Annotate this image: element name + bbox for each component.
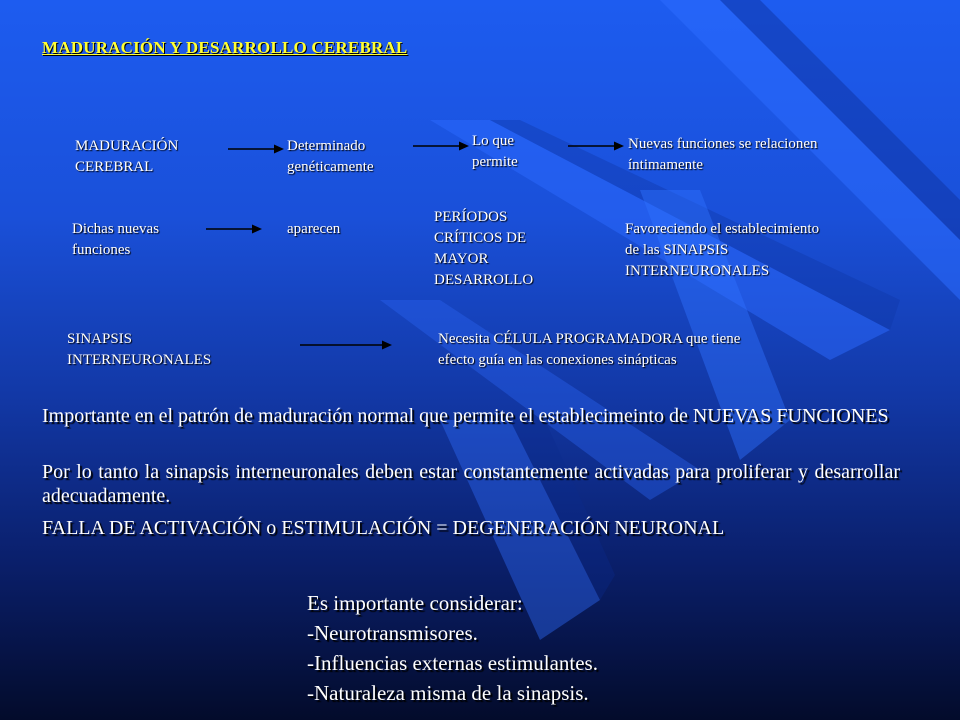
arrow-right-icon: [206, 223, 262, 235]
node-determinado-geneticamente: Determinado genéticamente: [287, 138, 374, 175]
paragraph-por-lo-tanto: Por lo tanto la sinapsis interneuronales deben estar constantemente activadas para proliferar y desarrollar adecuadamente.: [42, 461, 900, 507]
node-periodos-criticos: PERÍODOS CRÍTICOS DE MAYOR DESARROLLO: [434, 209, 534, 288]
arrow-right-icon: [568, 140, 624, 152]
node-maduracion-cerebral: MADURACIÓN CEREBRAL: [75, 138, 179, 175]
node-aparecen: aparecen: [287, 221, 341, 237]
paragraph-importante: Importante en el patrón de maduración normal que permite el establecimeinto de NUEVAS FUNCIONES: [42, 405, 889, 427]
slide-title: MADURACIÓN Y DESARROLLO CEREBRAL: [42, 38, 408, 57]
node-dichas-nuevas-funciones: Dichas nuevas funciones: [72, 221, 160, 258]
arrow-right-icon: [413, 140, 469, 152]
arrow-right-icon: [300, 339, 392, 351]
node-lo-que-permite: Lo que permite: [472, 133, 518, 170]
node-sinapsis-interneuronales: SINAPSIS INTERNEURONALES: [67, 331, 212, 368]
arrow-right-icon: [228, 143, 284, 155]
consider-item: -Neurotransmisores.: [307, 621, 478, 645]
consider-list: [307, 588, 598, 708]
node-celula-programadora: Necesita CÉLULA PROGRAMADORA que tiene efecto guía en las conexiones sinápticas: [438, 331, 741, 368]
consider-heading: Es importante considerar:: [307, 591, 523, 615]
paragraph-falla-activacion: FALLA DE ACTIVACIÓN o ESTIMULACIÓN = DEGENERACIÓN NEURONAL: [42, 517, 725, 539]
node-favoreciendo-sinapsis: Favoreciendo el establecimiento de las SINAPSIS INTERNEURONALES: [625, 221, 820, 279]
node-nuevas-funciones: Nuevas funciones se relacionen íntimamente: [628, 136, 818, 173]
consider-item: -Naturaleza misma de la sinapsis.: [307, 681, 589, 705]
consider-item: -Influencias externas estimulantes.: [307, 651, 598, 675]
